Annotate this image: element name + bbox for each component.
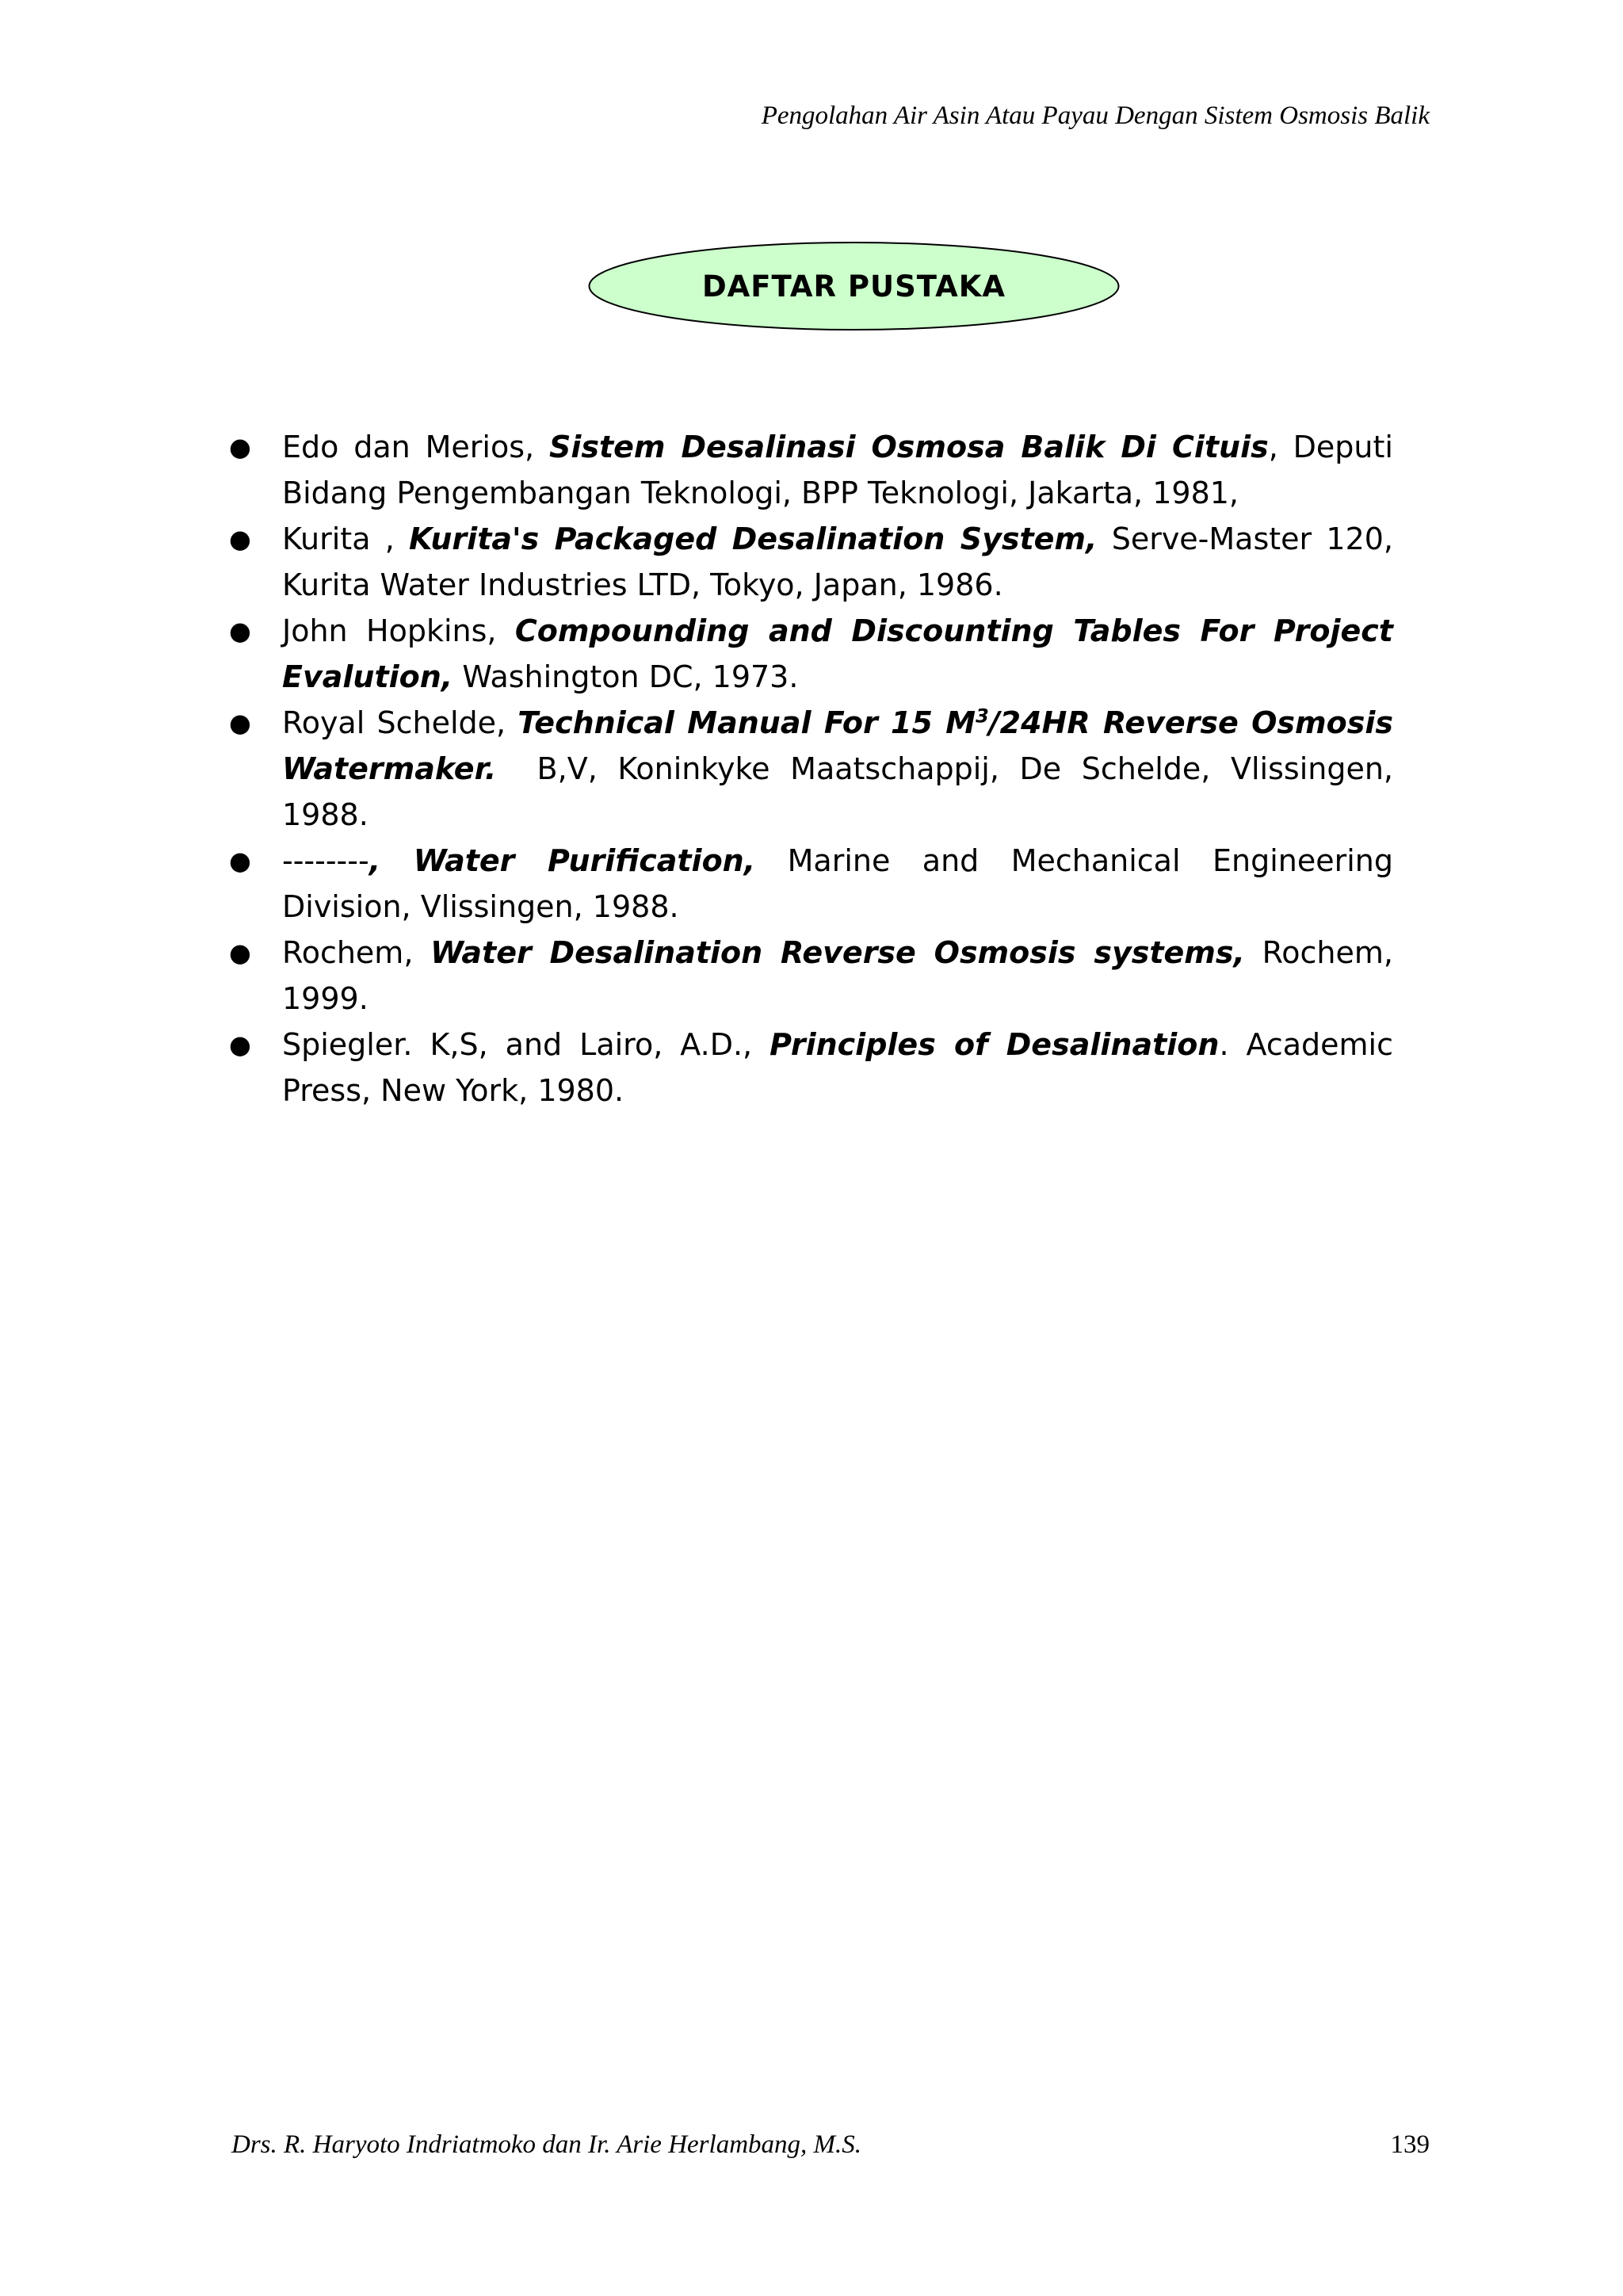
ref-author: John Hopkins, <box>282 613 515 648</box>
list-item <box>228 424 1393 516</box>
bullet-icon: ● <box>229 524 251 554</box>
bullet-icon: ● <box>229 616 251 646</box>
bullet-icon: ● <box>229 708 251 738</box>
page-title: DAFTAR PUSTAKA <box>701 269 1006 304</box>
ref-title: Water Desalination Reverse Osmosis systems, <box>430 935 1245 970</box>
bullet-icon: ● <box>229 1030 251 1060</box>
list-item <box>228 930 1393 1022</box>
ref-title: , Water Purification, <box>369 843 756 878</box>
ref-details: B,V, Koninkyke Maatschappij, De Schelde, Vlissingen, 1988. <box>282 751 1403 832</box>
ref-details: . Academic Press, New York, 1980. <box>282 1027 1393 1108</box>
list-item <box>228 516 1393 608</box>
bullet-icon: ● <box>229 938 251 968</box>
ref-title: Sistem Desalinasi Osmosa Balik Di Cituis <box>548 430 1269 464</box>
running-header: Pengolahan Air Asin Atau Payau Dengan Sistem Osmosis Balik <box>761 101 1430 130</box>
bullet-icon: ● <box>229 432 251 462</box>
ref-title: Principles of Desalination <box>769 1027 1220 1062</box>
ref-author: -------- <box>282 843 369 878</box>
bullet-icon: ● <box>229 846 251 876</box>
list-item <box>228 838 1393 930</box>
title-oval <box>586 239 1121 333</box>
list-item <box>228 700 1403 838</box>
ref-details: Rochem, 1999. <box>282 935 1393 1016</box>
ref-title: Compounding and Discounting Tables For Project Evalution, <box>282 613 1393 694</box>
ref-details: Serve-Master 120, Kurita Water Industries LTD, Tokyo, Japan, 1986. <box>282 521 1394 602</box>
footer-authors: Drs. R. Haryoto Indriatmoko dan Ir. Arie Herlambang, M.S. <box>231 2130 862 2159</box>
ref-details: Marine and Mechanical Engineering Division, Vlissingen, 1988. <box>282 843 1393 924</box>
ref-author: Rochem, <box>282 935 431 970</box>
ref-author: Edo dan Merios, <box>282 430 549 464</box>
ref-title-superscript: 3 <box>976 705 989 728</box>
list-item <box>228 608 1393 700</box>
ref-author: Kurita , <box>282 521 410 556</box>
list-item <box>228 1022 1393 1114</box>
ref-details: Washington DC, 1973. <box>453 659 799 694</box>
page-number: 139 <box>1390 2130 1430 2159</box>
ref-author: Spiegler. K,S, and Lairo, A.D., <box>282 1027 770 1062</box>
ref-title-part: /24HR Reverse Osmosis Watermaker. <box>282 705 1393 786</box>
ref-title: Kurita's Packaged Desalination System, <box>409 521 1098 556</box>
ref-author: Royal Schelde, <box>282 705 518 740</box>
ref-details: , Deputi Bidang Pengembangan Teknologi, BPP Teknologi, Jakarta, 1981, <box>282 430 1393 510</box>
ref-title-part: Technical Manual For 15 M <box>517 705 976 740</box>
reference-list <box>228 424 1403 1114</box>
